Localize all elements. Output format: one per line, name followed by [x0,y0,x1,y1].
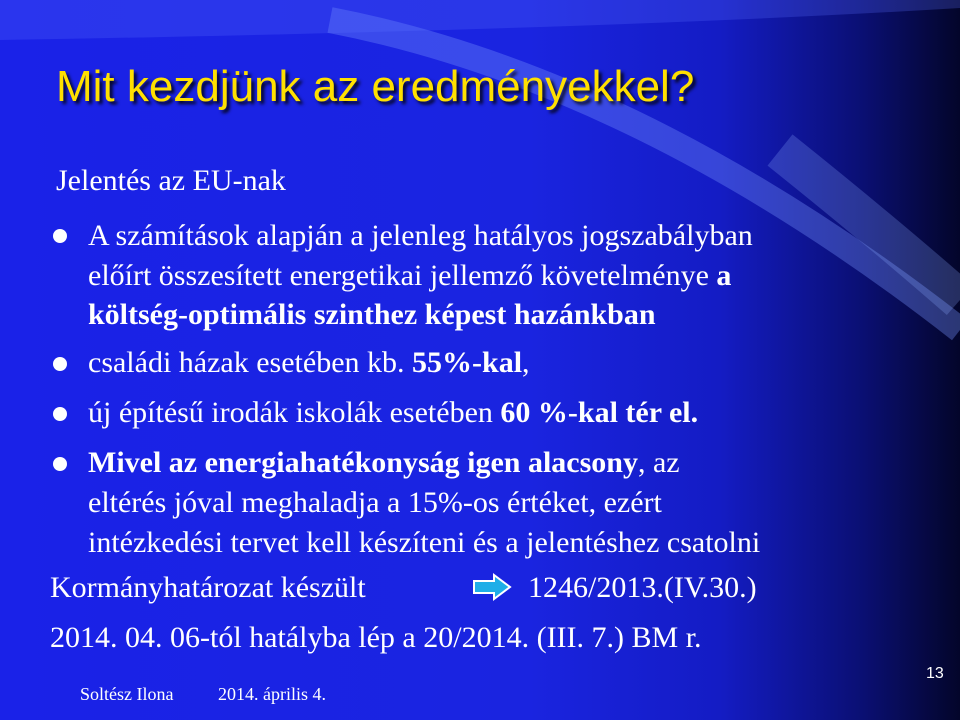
bullet-text-offices [88,395,698,431]
bullet-dot-icon [53,357,67,371]
page-title: Mit kezdjünk az eredményekkel? [56,62,695,111]
offices-text-plain: új építésű irodák iskolák esetében [88,396,501,429]
houses-text-plain: családi házak esetében kb. [88,346,413,379]
bullet-text-calc-2 [88,258,731,294]
page-number: 13 [926,665,944,682]
bullet-text-houses [88,345,530,381]
bullet-text-efficiency-2: eltérés jóval meghaladja a 15%-os értéket, ezért [88,486,662,519]
bullet-text-calc-1: A számítások alapján a jelenleg hatályos jogszabályban [88,219,753,252]
right-arrow-icon [472,573,512,601]
bullet-text-efficiency-3: intézkedési tervet kell készíteni és a jelentéshez csatolni [88,526,761,559]
bullet-dot-icon [53,407,67,421]
footer-date: 2014. április 4. [218,684,326,704]
efficiency-text-bold: Mivel az energiahatékonyság igen alacsony [88,446,638,479]
bullet-text-efficiency-1 [88,445,680,481]
decision-label: Kormányhatározat készült [50,571,366,604]
efficiency-text-plain: , az [637,446,680,479]
footer-author: Soltész Ilona [80,684,174,704]
offices-text-bold: 60 %-kal tér el. [500,396,699,429]
effective-date-line: 2014. 04. 06-tól hatályba lép a 20/2014. (III. 7.) BM r. [50,621,702,654]
calc-text-plain: előírt összesített energetikai jellemző követelménye [88,259,717,292]
text-line-report: Jelentés az EU-nak [56,164,286,197]
bullet-dot-icon [53,457,67,471]
bullet-text-calc-3 [88,297,656,333]
bullet-dot-icon [53,229,67,243]
calc-text-bold-2: költség-optimális szinthez képest hazánkban [88,298,656,331]
houses-text-bold: 55%-kal [412,346,523,379]
houses-text-end: , [522,346,530,379]
calc-text-bold: a [716,259,732,292]
decision-number: 1246/2013.(IV.30.) [528,571,757,604]
